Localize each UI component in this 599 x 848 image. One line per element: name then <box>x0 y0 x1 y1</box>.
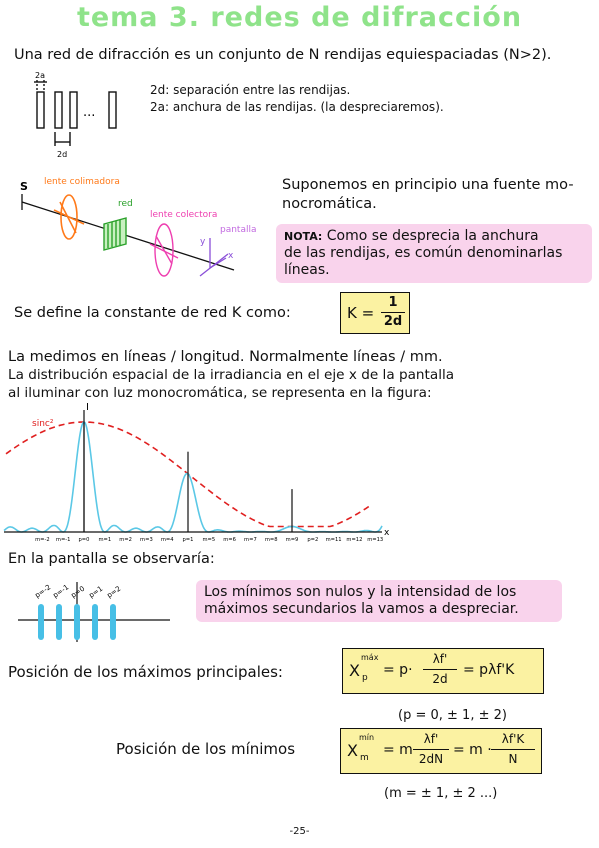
optical-setup-diagram <box>14 172 276 290</box>
x-tick-label: m=2 <box>119 537 132 543</box>
x-tick-label: m=5 <box>202 537 216 543</box>
x-tick-label: m=-2 <box>35 537 50 543</box>
max-sub: p <box>362 673 368 683</box>
screen-note-line2: máximos secundarios la vamos a despreciar. <box>204 601 519 617</box>
minima-text: Posición de los mínimos <box>116 740 296 758</box>
min-frac2-den: N <box>508 752 518 766</box>
x-tick-label: m=4 <box>160 537 174 543</box>
nota-line1: Como se desprecia la anchura <box>322 228 539 244</box>
nota-line3: líneas. <box>284 262 330 278</box>
minima-range: (m = ± 1, ± 2 ...) <box>384 786 498 801</box>
constant-text: Se define la constante de red K como: <box>14 305 291 321</box>
min-eq2: = m · <box>453 742 492 758</box>
label-2a: 2a <box>35 71 45 80</box>
min-frac1-num: λf' <box>423 732 439 746</box>
page-number: -25- <box>289 826 310 837</box>
axis-x-label: x <box>228 251 234 261</box>
slit-diagram <box>25 70 135 165</box>
screen-pattern <box>10 576 180 656</box>
x-tick-label: m=11 <box>325 537 342 543</box>
fringe-order-label: p=-1 <box>51 583 71 600</box>
def-2a: 2a: anchura de las rendijas. (la despreciaremos). <box>150 100 444 114</box>
maxima-formula-box: X máx p = p· λf' 2d = pλf'K <box>342 648 544 694</box>
x-tick-label: m=13 <box>367 537 384 543</box>
red-label: red <box>118 199 133 209</box>
nota-box <box>276 224 592 283</box>
constant-den: 2d <box>383 314 403 329</box>
envelope-label: sinc² <box>32 419 54 429</box>
collecting-lens <box>150 224 178 276</box>
x-tick-label: m=6 <box>223 537 236 543</box>
fringe-order-label: p=0 <box>69 584 87 600</box>
max-frac-den: 2d <box>432 672 448 686</box>
min-sub: m <box>360 753 369 763</box>
max-eq1: = p· <box>383 662 413 678</box>
min-frac1-den: 2dN <box>418 752 444 766</box>
constant-num: 1 <box>388 295 398 310</box>
min-sup: mín <box>359 733 375 742</box>
screen-note-box <box>196 580 562 622</box>
label-2d: 2d <box>57 150 68 159</box>
x-axis-label: x <box>384 528 390 538</box>
intro-text: Una red de difracción es un conjunto de N rendijas equiespaciadas (N>2). <box>14 47 552 63</box>
irradiance-chart <box>0 400 599 548</box>
lente-colimadora-label: lente colimadora <box>44 177 120 187</box>
supposition-line2: nocromática. <box>282 196 377 212</box>
fringe-order-label: p=-2 <box>33 583 53 600</box>
x-tick-label: p=1 <box>182 537 194 543</box>
collimating-lens <box>54 195 84 239</box>
bright-fringe <box>74 604 80 640</box>
fringe-order-label: p=2 <box>105 584 123 600</box>
maxima-text: Posición de los máximos principales: <box>8 663 283 681</box>
x-tick-label: p=0 <box>78 537 90 543</box>
x-tick-label: m=12 <box>346 537 363 543</box>
max-eq2: = pλf'K <box>463 662 515 678</box>
minima-formula-box: X mín m = m λf' 2dN = m · λf'K N <box>340 728 542 774</box>
measure-line2: La distribución espacial de la irradiancia en el eje x de la pantalla <box>8 367 455 383</box>
x-tick-label: m=7 <box>244 537 257 543</box>
constant-formula-box <box>340 292 410 334</box>
slit-dots: ... <box>83 105 96 120</box>
measure-line1: La medimos en líneas / longitud. Normalmente líneas / mm. <box>8 349 443 365</box>
x-tick-label: p=2 <box>307 537 319 543</box>
x-tick-label: m=1 <box>98 537 112 543</box>
screen-note-line1: Los mínimos son nulos y la intensidad de los <box>204 584 517 600</box>
min-eq1: = m <box>383 742 413 758</box>
def-2d: 2d: separación entre las rendijas. <box>150 83 351 97</box>
nota-prefix: NOTA: <box>284 230 323 243</box>
x-tick-label: m=8 <box>264 537 278 543</box>
bright-fringe <box>56 604 62 640</box>
y-axis-label: I <box>86 402 89 413</box>
supposition-line1: Suponemos en principio una fuente mo- <box>282 177 574 193</box>
max-sup: máx <box>361 653 379 662</box>
x-tick-label: m=3 <box>140 537 153 543</box>
lente-colectora-label: lente colectora <box>150 210 218 220</box>
x-tick-label: m=9 <box>285 537 299 543</box>
measure-line3: al iluminar con luz monocromática, se representa en la figura: <box>8 385 432 401</box>
maxima-range: (p = 0, ± 1, ± 2) <box>398 708 507 723</box>
nota-line2: de las rendijas, es común denominarlas <box>284 245 563 261</box>
source-label: S <box>20 180 28 193</box>
page-title: tema 3. redes de difracción <box>76 2 523 33</box>
bright-fringe <box>110 604 116 640</box>
axis-y-label: y <box>200 237 206 247</box>
max-frac-num: λf' <box>432 652 448 666</box>
bright-fringe <box>38 604 44 640</box>
x-tick-label: m=-1 <box>55 537 71 543</box>
min-frac2-num: λf'K <box>501 732 525 746</box>
screen-heading: En la pantalla se observaría: <box>8 551 215 567</box>
grating <box>104 218 126 250</box>
pantalla-label: pantalla <box>220 225 257 235</box>
fringe-order-label: p=1 <box>87 584 105 600</box>
constant-lhs: K = <box>347 304 375 322</box>
bright-fringe <box>92 604 98 640</box>
